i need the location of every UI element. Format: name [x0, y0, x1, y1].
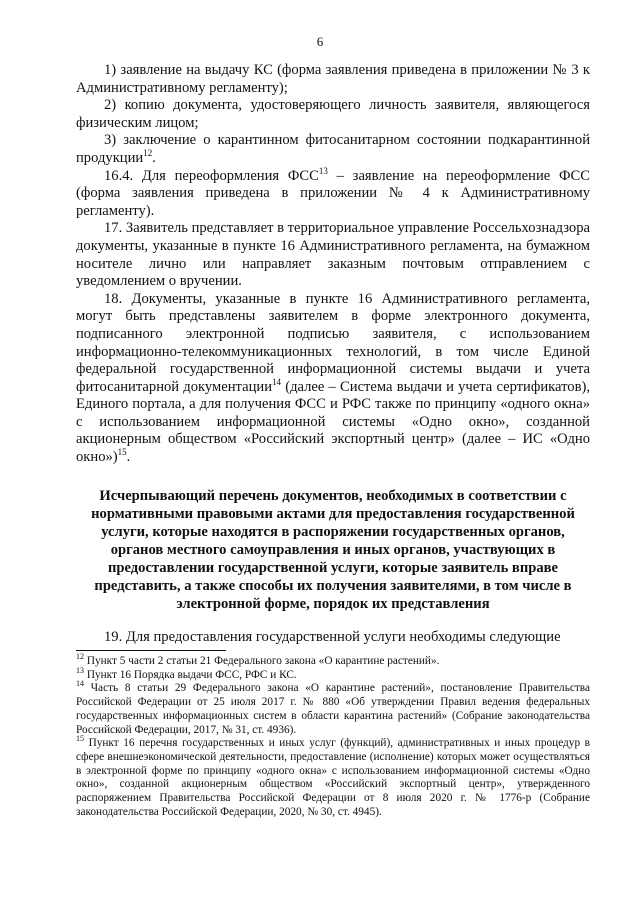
footnote-12: $^{12}$ Пункт 5 части 2 статьи 21 Федерального закона «О карантине растений».: [76, 652, 440, 667]
footnote-ref-13[interactable]: 13: [318, 165, 328, 176]
section-heading: Исчерпывающий перечень документов, необходимых в соответствии с нормативными правовыми актами для предоставления государственной услуги, которые находятся в распоряжении государственных органов, органов местного самоуправления и иных органов, участвующих в предоставлении государственной услуги, которые заявитель вправе представить, а также способы их получения заявителями, в том числе в электронной форме, порядок их представления: [91, 487, 575, 612]
paragraph-16-3-3: 3) заключение о карантинном фитосанитарном состоянии подкарантинной продукции$^{12}$.: [76, 132, 590, 166]
document-body: [76, 62, 590, 646]
paragraph-19: 19. Для предоставления государственной услуги необходимы следующие: [104, 628, 561, 645]
footnote-ref-12[interactable]: 12: [143, 148, 153, 159]
footnote-ref-15[interactable]: 15: [117, 447, 127, 458]
paragraph-17: 17. Заявитель представляет в территориальное управление Россельхознадзора документы, указанные в пункте 16 Административного регламента, на бумажном носителе лично или направляет заказным почтовым отправлением с уведомлением о вручении.: [76, 220, 590, 290]
footnote-13: $^{13}$ Пункт 16 Порядка выдачи ФСС, РФС и КС.: [76, 665, 297, 681]
footnote-14: $^{14}$ Часть 8 статьи 29 Федерального закона «О карантине растений», постановление Правительства Российской Федерации от 25 июля 2017 г. № 880 «Об утверждении Правил ведения федеральных государственных информационных систем в области карантина растений» (Собрание законодательства Российской Федерации, 2017, № 31, ст. 4936).: [76, 679, 591, 736]
paragraph-16-4: 16.4. Для переоформления ФСС$^{13}$ – заявление на переоформление ФСС (форма заявления приведена в приложении № 4 к Административному регламенту).: [76, 165, 590, 219]
page-number: 6: [316, 34, 324, 49]
footnote-ref-14[interactable]: 14: [272, 376, 282, 387]
footnotes: [76, 652, 591, 819]
paragraph-18: 18. Документы, указанные в пункте 16 Административного регламента, могут быть представлены заявителем в форме электронного документа, подписанного электронной подписью заявителя, с использованием информационно-телекоммуникационных технологий, в том числе Единой федеральной государственной информационной системы выдачи и учета фитосанитарной документации$^{14}$ (далее – Система выдачи и учета сертификатов), Единого портала, а для получения ФСС и РФС также по принципу «одного окна» с использованием информационной системы «Одно окно», созданной акционерным обществом «Российский экспортный центр» (далее – ИС «Одно окно»)$^{15}$.: [76, 290, 590, 466]
footnote-15: $^{15}$ Пункт 16 перечня государственных и иных услуг (функций), административных и иных процедур в сфере внешнеэкономической деятельности, предоставление (исполнение) которых может осуществляться в электронной форме по принципу «одного окна» с использованием информационной системы «Одно окно», созданной акционерным обществом «Российский экспортный центр», утвержденного распоряжением Правительства Российской Федерации от 8 июля 2020 г. № 1776-р (Собрание законодательства Российской Федерации, 2020, № 30, ст. 4945).: [76, 734, 591, 818]
paragraph-16-3-1: 1) заявление на выдачу КС (форма заявления приведена в приложении № 3 к Административному регламенту);: [76, 62, 590, 96]
paragraph-16-3-2: 2) копию документа, удостоверяющего личность заявителя, являющегося физическим лицом;: [76, 97, 590, 131]
footnote-separator: [76, 650, 226, 651]
